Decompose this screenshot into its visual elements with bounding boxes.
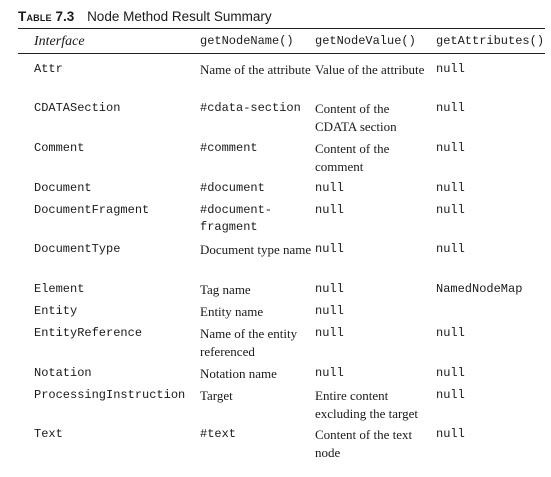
node-value-cell: null — [315, 326, 344, 340]
column-header-getnodevalue: getNodeValue() — [315, 34, 416, 48]
node-name-cell: Target — [200, 388, 233, 403]
attributes-cell: null — [436, 427, 465, 441]
node-name-cell: Name of the entity referenced — [200, 326, 298, 359]
column-header-interface: Interface — [34, 34, 85, 49]
attributes-cell: null — [436, 366, 465, 380]
node-value-cell: Content of the CDATA section — [315, 101, 397, 134]
table-row — [0, 387, 551, 423]
node-name-cell: Tag name — [200, 282, 251, 297]
node-value-cell: null — [315, 242, 344, 256]
table-row — [0, 241, 551, 277]
interface-cell: Comment — [34, 141, 85, 155]
table-row — [0, 426, 551, 462]
interface-cell: ProcessingInstruction — [34, 388, 186, 402]
interface-cell: Entity — [34, 304, 78, 318]
table-row — [0, 100, 551, 136]
node-value-cell: null — [315, 282, 344, 296]
attributes-cell: NamedNodeMap — [436, 282, 523, 296]
interface-cell: Element — [34, 282, 85, 296]
attributes-cell: null — [436, 203, 465, 217]
attributes-cell: null — [436, 242, 465, 256]
table-title: Node Method Result Summary — [87, 9, 272, 24]
node-value-cell: null — [315, 366, 344, 380]
attributes-cell: null — [436, 388, 465, 402]
node-name-cell: #comment — [200, 141, 258, 155]
attributes-cell: null — [436, 181, 465, 195]
node-name-cell: Notation name — [200, 366, 277, 381]
table-row — [0, 325, 551, 361]
node-name-cell: #text — [200, 427, 237, 441]
column-header-getnodename: getNodeName() — [200, 34, 294, 48]
interface-cell: CDATASection — [34, 101, 121, 115]
interface-cell: EntityReference — [34, 326, 143, 340]
interface-cell: DocumentFragment — [34, 203, 150, 217]
table-number: 7.3 — [55, 9, 75, 24]
attributes-cell: null — [436, 326, 465, 340]
column-header-getattributes: getAttributes() — [436, 34, 545, 48]
node-value-cell: Content of the text node — [315, 427, 413, 460]
table-row — [0, 202, 551, 238]
node-name-cell: Entity name — [200, 304, 264, 319]
node-value-cell: null — [315, 181, 344, 195]
node-name-cell: Name of the attribute — [200, 62, 311, 77]
node-name-cell: Document type name — [200, 242, 312, 257]
interface-cell: Attr — [34, 62, 63, 76]
node-value-cell: null — [315, 304, 344, 318]
table-row — [0, 61, 551, 97]
node-name-cell: #cdata-section — [200, 101, 301, 115]
interface-cell: Document — [34, 181, 92, 195]
node-value-cell: Content of the comment — [315, 141, 390, 174]
table-label: Table — [18, 9, 52, 24]
node-name-cell: #document — [200, 181, 265, 195]
interface-cell: Notation — [34, 366, 92, 380]
node-value-cell: null — [315, 203, 344, 217]
node-name-cell: #document- fragment — [200, 203, 273, 234]
interface-cell: DocumentType — [34, 242, 121, 256]
attributes-cell: null — [436, 101, 465, 115]
interface-cell: Text — [34, 427, 63, 441]
node-value-cell: Entire content excluding the target — [315, 388, 419, 421]
attributes-cell: null — [436, 62, 465, 76]
node-value-cell: Value of the attribute — [315, 62, 425, 77]
table-row — [0, 140, 551, 176]
attributes-cell: null — [436, 141, 465, 155]
